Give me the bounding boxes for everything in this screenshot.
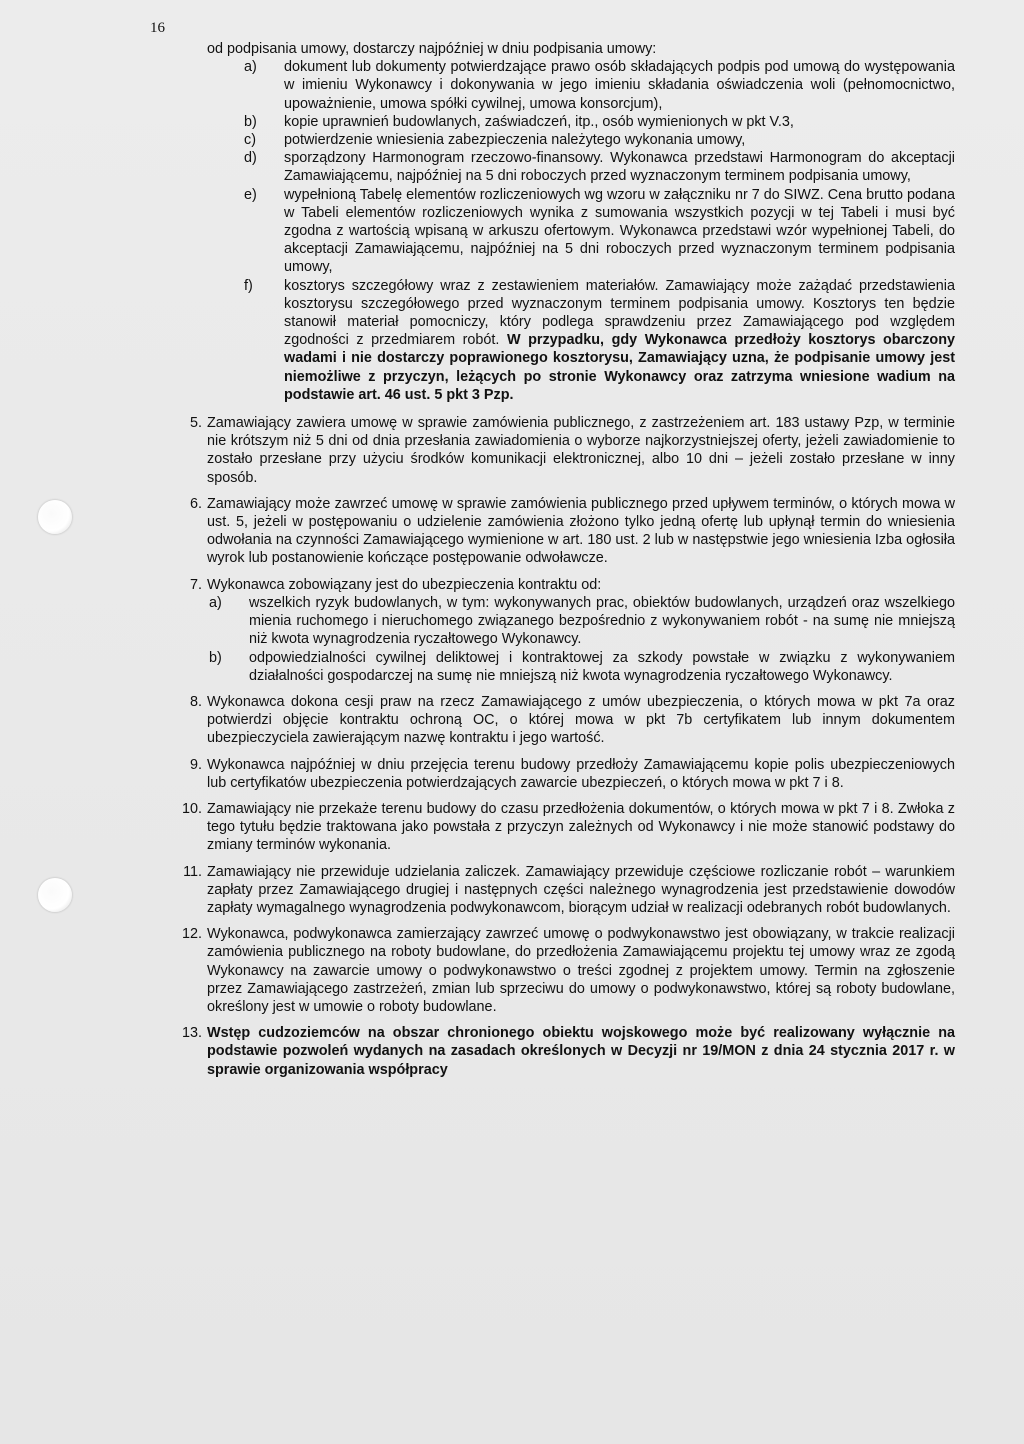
section-item-7a bbox=[172, 594, 955, 649]
intro-item-e bbox=[172, 186, 955, 277]
section-item-11 bbox=[172, 863, 955, 918]
section-item-10 bbox=[172, 800, 955, 855]
item-text: Zamawiający nie przewiduje udzielania zaliczek. Zamawiający przewiduje częściowe rozliczanie robót – warunkiem zapłaty przez Zamawiającego drugiej i następnych części należnego wynagrodzenia jest przedstawienie dowodów zapłaty wymagalnego wynagrodzenia podwykonawcom, biorącym udział w realizacji odebranych robót budowlanych. bbox=[207, 863, 955, 916]
intro-item-b bbox=[172, 113, 955, 131]
document-body bbox=[172, 40, 955, 1079]
intro-item-f bbox=[172, 277, 955, 404]
item-text-bold: Wstęp cudzoziemców na obszar chronionego obiektu wojskowego może być realizowany wyłącznie na podstawie pozwoleń wydanych na zasadach określonych w Decyzji nr 19/MON z dnia 24 stycznia 2017 r. w sprawie organizowania współpracy bbox=[207, 1025, 955, 1078]
item-number: 11. bbox=[183, 863, 202, 880]
section-item-5 bbox=[172, 414, 955, 487]
section-item-7 bbox=[172, 576, 955, 594]
item-label: e) bbox=[244, 186, 257, 203]
item-text bbox=[207, 1024, 955, 1079]
item-number: 12. bbox=[181, 926, 202, 943]
item-number: 9. bbox=[189, 756, 202, 773]
intro-item-d bbox=[172, 149, 955, 185]
item-number: 7. bbox=[189, 576, 202, 593]
intro-item-a bbox=[172, 58, 955, 113]
punch-hole bbox=[38, 878, 72, 912]
item-text: potwierdzenie wniesienia zabezpieczenia należytego wykonania umowy, bbox=[284, 132, 746, 149]
item-text: Zamawiający zawiera umowę w sprawie zamówienia publicznego, z zastrzeżeniem art. 183 ustawy Pzp, w terminie nie krótszym niż 5 dni od dnia przesłania zawiadomienia o wyborze najkorzystniejszej oferty, jeżeli zawiadomienie to zostało przesłane przy użyciu środków komunikacji elektronicznej, albo 10 dni – jeżeli zostało przesłane w inny sposób. bbox=[207, 415, 955, 486]
item-number: 13. bbox=[181, 1025, 202, 1042]
item-text: wypełnioną Tabelę elementów rozliczeniowych wg wzoru w załączniku nr 7 do SIWZ. Cena brutto podana w Tabeli elementów rozliczeniowych wynika z sumowania wszystkich pozycji w tej Tabeli i musi być zgodna z wartością wpisaną w arkuszu ofertowym. Wykonawca przedstawi wzór wypełnionej Tabeli, do akceptacji Zamawiającemu, najpóźniej na 5 dni roboczych przed wyznaczonym terminem podpisania umowy, bbox=[284, 186, 955, 276]
item-text: sporządzony Harmonogram rzeczowo-finansowy. Wykonawca przedstawi Harmonogram do akceptacji Zamawiającemu, najpóźniej na 5 dni roboczych przed wyznaczonym terminem podpisania umowy, bbox=[284, 150, 955, 185]
item-text-regular: kosztorys szczegółowy wraz z zestawieniem materiałów. Zamawiający może zażądać przedstawienia kosztorysu szczegółowego przed wyznaczonym terminem podpisania umowy. Kosztorys ten będzie stanowił materiał pomocniczy, który podlega sprawdzeniu przez Zamawiającego pod względem zgodności z przedmiarem robót. bbox=[284, 277, 955, 349]
item-number: 10. bbox=[181, 800, 202, 817]
section-item-6 bbox=[172, 495, 955, 568]
item-label: b) bbox=[209, 649, 222, 666]
item-text: dokument lub dokumenty potwierdzające prawo osób składających podpis pod umową do występowania w imieniu Wykonawcy i dokonywania w jego imieniu składania oświadczenia woli (pełnomocnictwo, upoważnienie, umowa spółki cywilnej, umowa konsorcjum), bbox=[284, 59, 955, 112]
item-text: Wykonawca dokona cesji praw na rzecz Zamawiającego z umów ubezpieczenia, o których mowa w pkt 7a oraz potwierdzi objęcie kontraktu ochroną OC, o której mowa w pkt 7b certyfikatem lub innym dokumentem ubezpieczyciela zawierającym nazwę kontraktu i jego wartość. bbox=[207, 693, 955, 747]
item-label: d) bbox=[244, 150, 257, 167]
item-text-bold: W przypadku, gdy Wykonawca przedłoży kosztorys obarczony wadami i nie dostarczy poprawionego kosztorysu, Zamawiający uzna, że podpisanie umowy jest niemożliwe z przyczyn, leżących po stronie Wykonawcy oraz zatrzyma wniesione wadium na podstawie art. 46 ust. 5 pkt 3 Pzp. bbox=[284, 332, 955, 403]
item-label: c) bbox=[244, 132, 256, 149]
item-text: kopie uprawnień budowlanych, zaświadczeń, itp., osób wymienionych w pkt V.3, bbox=[284, 113, 794, 130]
item-text: Wykonawca, podwykonawca zamierzający zawrzeć umowę o podwykonawstwo jest obowiązany, w trakcie realizacji zamówienia publicznego na roboty budowlane, do przedłożenia Zamawiającemu projektu tej umowy wraz ze zgodą Wykonawcy na zawarcie umowy o podwykonawstwo o treści zgodnej z projektem umowy. Termin na zgłoszenie przez Zamawiającego zastrzeżeń, zmian lub sprzeciwu do umowy o podwykonawstwo, której są roboty budowlane, określony jest w umowie o roboty budowlane. bbox=[207, 926, 955, 1015]
item-number: 5. bbox=[189, 415, 202, 432]
section-item-13 bbox=[172, 1024, 955, 1079]
item-text: Wykonawca zobowiązany jest do ubezpieczenia kontraktu od: bbox=[207, 576, 602, 593]
item-text: Wykonawca najpóźniej w dniu przejęcia terenu budowy przedłoży Zamawiającemu kopie polis ubezpieczeniowych lub certyfikatów ubezpieczenia potwierdzających zawarcie ubezpieczeń, o których mowa w pkt 7 i 8. bbox=[207, 756, 955, 791]
section-item-7b bbox=[172, 649, 955, 685]
punch-hole bbox=[38, 500, 72, 534]
item-label: a) bbox=[244, 59, 257, 76]
item-label: b) bbox=[244, 113, 257, 130]
section-item-12 bbox=[172, 925, 955, 1016]
item-number: 8. bbox=[189, 693, 202, 710]
item-text: Zamawiający nie przekaże terenu budowy do czasu przedłożenia dokumentów, o których mowa w pkt 7 i 8. Zwłoka z tego tytułu będzie traktowana jako powstała z przyczyn zależnych od Wykonawcy i nie może stanowić podstawy do zmiany terminów wykonania. bbox=[207, 800, 955, 854]
item-text: wszelkich ryzyk budowlanych, w tym: wykonywanych prac, obiektów budowlanych, urządzeń oraz wszelkiego mienia ruchomego i nieruchomego związanego bezpośrednio z wykonywaniem robót - na sumę nie mniejszą niż kwota wynagrodzenia ryczałtowego Wykonawcy. bbox=[249, 594, 955, 648]
item-number: 6. bbox=[189, 495, 202, 512]
item-label: f) bbox=[244, 277, 253, 294]
section-item-8 bbox=[172, 693, 955, 748]
item-text: odpowiedzialności cywilnej deliktowej i kontraktowej za szkody powstałe w związku z wykonywaniem działalności gospodarczej na sumę nie mniejszą niż kwota wynagrodzenia ryczałtowego Wykonawcy. bbox=[249, 649, 955, 684]
intro-paragraph: od podpisania umowy, dostarczy najpóźniej w dniu podpisania umowy: bbox=[207, 41, 657, 57]
page-number: 16 bbox=[150, 20, 165, 36]
item-text bbox=[284, 277, 955, 404]
intro-item-c bbox=[172, 131, 955, 149]
item-label: a) bbox=[209, 594, 222, 611]
section-item-9 bbox=[172, 756, 955, 792]
item-text: Zamawiający może zawrzeć umowę w sprawie zamówienia publicznego przed upływem terminów, o których mowa w ust. 5, jeżeli w postępowaniu o udzielenie zamówienia złożono tylko jedną ofertę lub upłynął termin do wniesienia odwołania na czynności Zamawiającego wymienione w art. 180 ust. 2 lub w następstwie jego wniesienia Izba ogłosiła wyrok lub postanowienie kończące postępowanie odwoławcze. bbox=[207, 495, 955, 567]
